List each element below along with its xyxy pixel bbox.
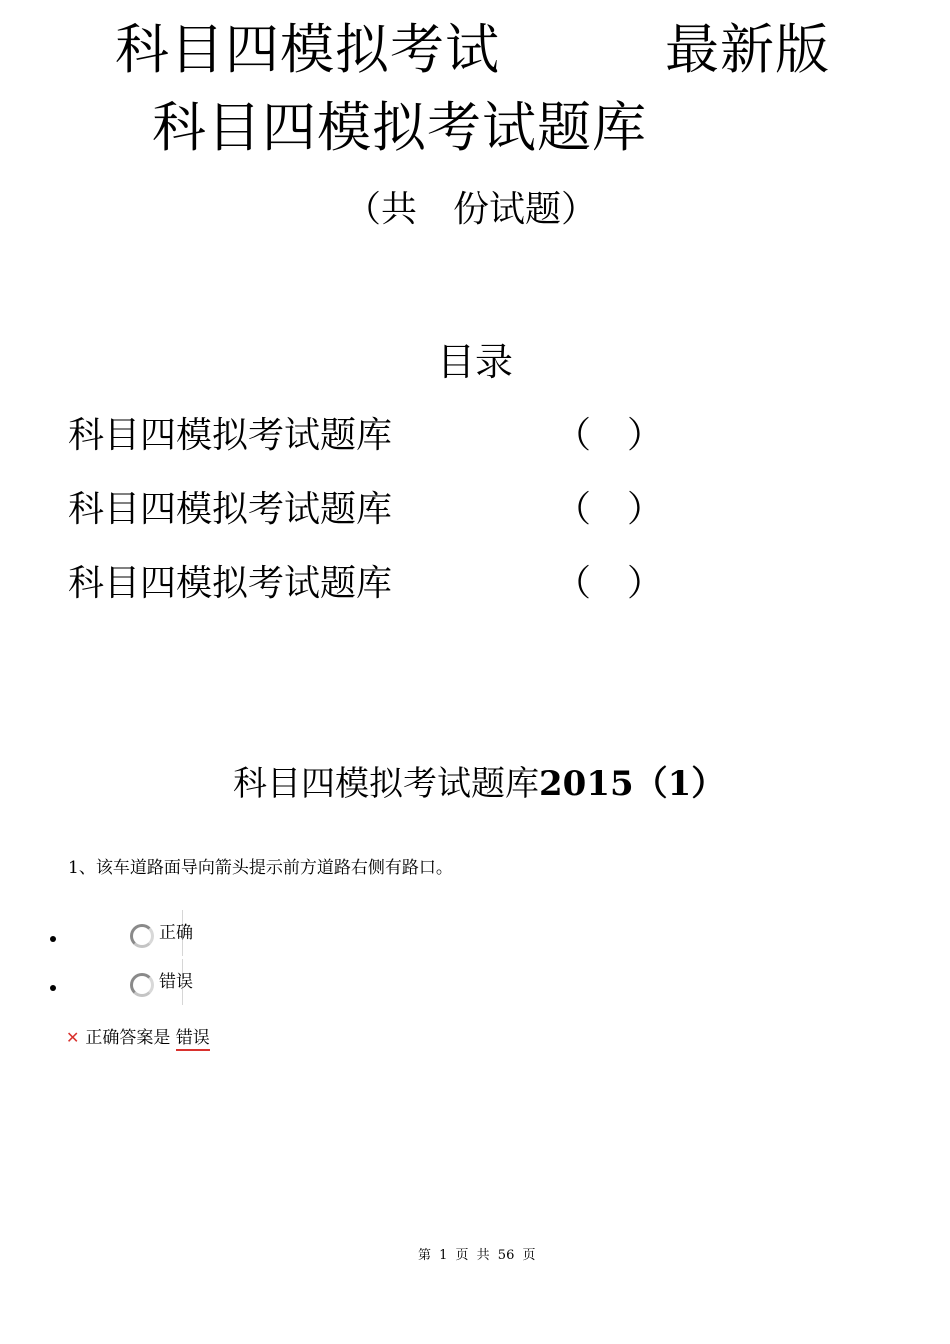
option-correct[interactable] <box>50 920 350 960</box>
title-line-2: 科目四模拟考试题库 <box>152 96 647 159</box>
option-label: 正确 <box>159 923 193 943</box>
edition-label: 最新版 <box>665 18 830 81</box>
section-title-year: 2015（1） <box>539 764 726 804</box>
option-label: 错误 <box>159 972 193 992</box>
subtitle: （共 份试题） <box>345 189 598 230</box>
title-line-1: 科目四模拟考试 <box>115 18 500 81</box>
page-footer: 第 1 页 共 56 页 <box>418 1248 536 1263</box>
toc-item-label: 科目四模拟考试题库 <box>68 415 393 456</box>
toc-item-page: （ ） <box>555 415 664 456</box>
toc-item-label: 科目四模拟考试题库 <box>68 563 393 604</box>
toc-item-label: 科目四模拟考试题库 <box>68 489 393 530</box>
question-text: 1、该车道路面导向箭头提示前方道路右侧有路口。 <box>68 858 453 878</box>
answer-line <box>66 1024 210 1052</box>
radio-icon[interactable] <box>130 924 154 948</box>
toc-item-page: （ ） <box>555 563 664 604</box>
answer-prefix: 正确答案是 <box>85 1028 171 1048</box>
option-wrong[interactable] <box>50 969 350 1009</box>
section-title-text: 科目四模拟考试题库 <box>233 764 539 804</box>
radio-icon[interactable] <box>130 973 154 997</box>
bullet-icon <box>50 985 56 991</box>
cross-icon: ✕ <box>66 1028 80 1047</box>
toc-heading: 目录 <box>437 340 514 384</box>
bullet-icon <box>50 936 56 942</box>
answer-value: 错误 <box>176 1028 210 1051</box>
toc-item-page: （ ） <box>555 489 664 530</box>
section-title <box>233 756 725 812</box>
